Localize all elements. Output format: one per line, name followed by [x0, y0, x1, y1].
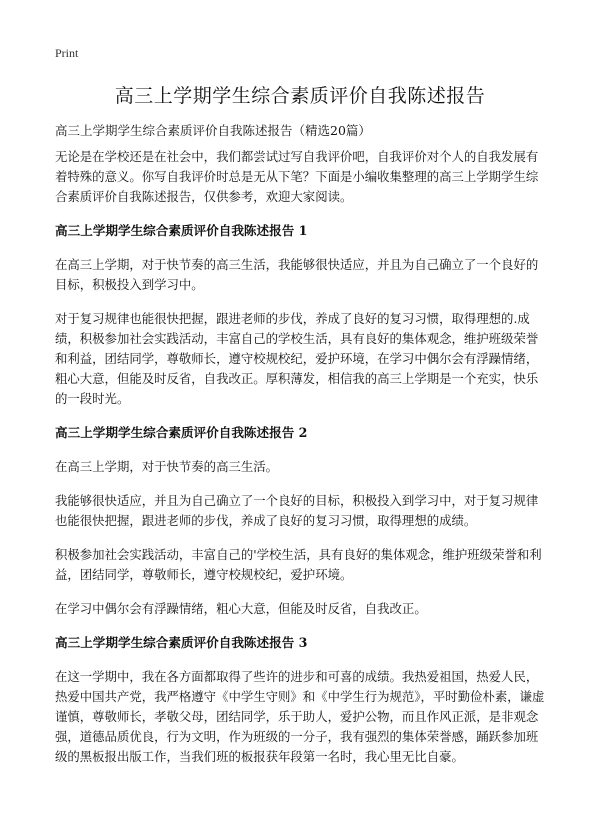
intro-paragraph: 无论是在学校还是在社会中，我们都尝试过写自我评价吧，自我评价对个人的自我发展有着特殊的意义。你写自我评价时总是无从下笔？下面是小编收集整理的高三上学期学生综合素质评价自我陈述报告，仅供参考，欢迎大家阅读。 [55, 149, 539, 204]
section-paragraph: 在这一学期中，我在各方面都取得了些许的进步和可喜的成绩。我热爱祖国，热爱人民，热爱中国共产党，我严格遵守《中学生守则》和《中学生行为规范》，平时勤俭朴素，谦虚谨慎，尊敬师长，孝敬父母，团结同学，乐于助人，爱护公物，而且作风正派，是非观念强，道德品质优良，行为文明，作为班级的一分子，我有强烈的集体荣誉感，踊跃参加班级的黑板报出版工作，当我们班的板报获年段第一名时，我心里无比自豪。 [55, 669, 545, 764]
print-link[interactable]: Print [55, 46, 79, 60]
section-paragraph: 在高三上学期，对于快节奏的高三生活，我能够很快适应，并且为自己确立了一个良好的目标，积极投入到学习中。 [55, 257, 539, 292]
section-heading: 高三上学期学生综合素质评价自我陈述报告 2 [55, 425, 308, 440]
document-title: 高三上学期学生综合素质评价自我陈述报告 [114, 85, 486, 107]
section-paragraph: 我能够很快适应，并且为自己确立了一个良好的目标，积极投入到学习中，对于复习规律也能很快把握，跟进老师的步伐，养成了良好的复习习惯，取得理想的成绩。 [55, 493, 539, 528]
document-subtitle: 高三上学期学生综合素质评价自我陈述报告（精选20篇） [55, 123, 371, 138]
section-paragraph: 在高三上学期，对于快节奏的高三生活。 [55, 459, 279, 474]
document-body [55, 147, 550, 781]
section-paragraph: 积极参加社会实践活动，丰富自己的'学校生活，具有良好的集体观念，维护班级荣誉和利益，团结同学，尊敬师长，遵守校规校纪，爱护环境。 [55, 547, 542, 582]
section-paragraph: 对于复习规律也能很快把握，跟进老师的步伐，养成了良好的复习习惯，取得理想的.成绩，积极参加社会实践活动，丰富自己的学校生活，具有良好的集体观念，维护班级荣誉和利益，团结同学，尊敬师长，遵守校规校纪，爱护环境，在学习中偶尔会有浮躁情绪，粗心大意，但能及时反省，自我改正。厚积薄发，相信我的高三上学期是一个充实，快乐的一段时光。 [55, 311, 539, 406]
section-heading: 高三上学期学生综合素质评价自我陈述报告 3 [55, 635, 308, 650]
section-heading: 高三上学期学生综合素质评价自我陈述报告 1 [55, 223, 308, 238]
section-paragraph: 在学习中偶尔会有浮躁情绪，粗心大意，但能及时反省，自我改正。 [55, 601, 427, 616]
